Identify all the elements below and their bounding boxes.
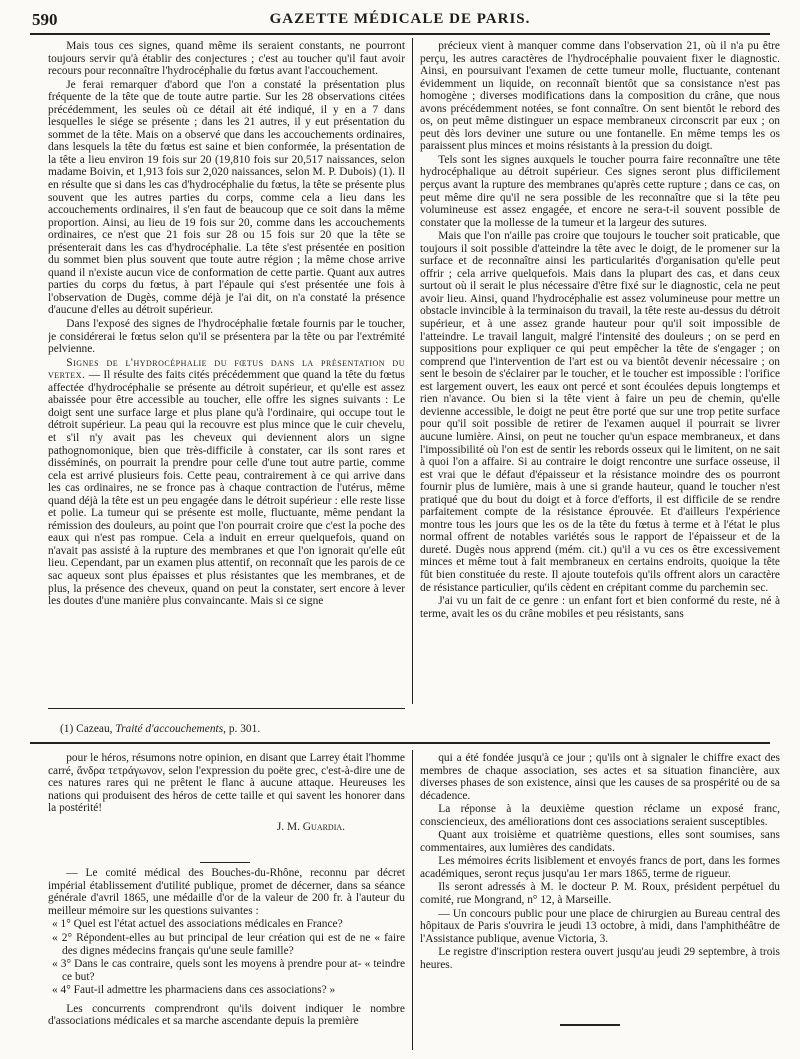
paragraph: Ils seront adressés à M. le docteur P. M. Roux, président perpétuel du comité, rue Mongrand, n° 12, à Marseille. (420, 881, 780, 907)
paragraph: Les mémoires écrits lisiblement et envoyés francs de port, dans les formes académiques, seront reçus jusqu'au 1er mars 1865, terme de rigueur. (420, 855, 780, 880)
paragraph: Mais que l'on n'aille pas croire que toujours le toucher soit praticable, que toujours il soit possible d'atteindre la tête avec le doigt, de le promener sur la surface et de reconnaître ainsi les particularités d'organisation qu'elle peut offrir ; cela arrive quelquefois. Mais dans la plupart des cas, et dans ceux surtout où il serait le plus nécessaire d'être fixé sur le diagnostic, cela ne peut avoir lieu. Ainsi, quand l'hydrocéphalie est assez volumineuse pour mettre un obstacle invincible à la terminaison du travail, la tête reste au-dessus du détroit supérieur, et à une assez grande hauteur pour qu'il soit impossible de l'atteindre. Le travail languit, malgré l'intensité des douleurs ; on se perd en suppositions pour expliquer ce qui peut empêcher la tête de s'engager ; on comprend que l'intervention de l'art est ou va bientôt devenir nécessaire ; on sent le besoin de s'éclairer par le toucher, et le toucher est impossible : l'orifice est largement ouvert, les eaux ont percé et sont écoulées depuis longtemps et rien n'avance. Ou bien si la tête vient à faire un peu de chemin, qu'elle devienne accessible, le doigt ne peut être porté que sur une trop petite surface pour qu'il soit possible de retirer de l'examen auquel il pourrait se livrer aucune lumière. Ainsi, on peut ne toucher qu'un espace membraneux, et dans l'impossibilité où l'on est de sentir les rebords osseux qui le limitent, on ne sait à quoi l'on a affaire. Si au contraire le doigt rencontre une surface osseuse, il est vrai que le défaut d'épaisseur et la résistance moindre des os pourront fournir plus de lumière, mais à une si grande hauteur, quand le toucher n'est pratiqué que du bout du doigt et à force d'efforts, il est difficile de se rendre parfaitement compte de la résistance éprouvée. Et d'ailleurs l'expérience montre tous les jours que les os de la tête du fœtus à terme et à l'état le plus normal offrent de notables variétés sous le rapport de l'épaisseur et de la dureté. Dugès nous apprend (mém. cit.) qu'il a vu ces os être excessivement minces et même tout à fait membraneux en certains endroits, quoique la tête fût bien constituée du reste. Il ajoute toutefois qu'ils offrent alors un caractère de résistance particulier, qu'ils cèdent en crépitant comme du parchemin sec. (420, 230, 780, 594)
section-separator (30, 742, 770, 744)
section-heading: Signes de l'hydrocéphalie du fœtus dans la présentation du vertex. (48, 356, 405, 382)
upper-left-column (48, 40, 405, 700)
paragraph: — Le comité médical des Bouches-du-Rhône, reconnu par décret impérial établissement d'utilité publique, promet de décerner, dans sa séance générale d'avril 1865, une médaille d'or de la valeur de 200 fr. à l'auteur du meilleur mémoire sur les questions suivantes : (48, 867, 405, 917)
page-number: 590 (32, 10, 58, 29)
paragraph-text: — Il résulte des faits cités précédemment que quand la tête du fœtus affectée d'hydrocéphalie se présente au détroit supérieur, et qu'elle est assez abaissée pour être accessible au toucher, elle offre les signes suivants : Le doigt sent une surface large et plus plane qu'à l'ordinaire, qui occupe tout le détroit supérieur. La peau qui la recouvre est plus mince que le cuir chevelu, et s'il n'y avait pas les cheveux qui deviennent alors un signe pathognomonique, bien que très-difficile à constater, car ils sont rares et disséminés, on pourrait la prendre pour celle d'une tout autre partie, comme cela est arrivé plusieurs fois. Cette peau, contrairement à ce qui arrive dans les cas ordinaires, ne se fronce pas à chaque contraction de l'utérus, même quand déjà la tête est un peu engagée dans le détroit supérieur : elle reste lisse et polie. La tumeur qui se présente est molle, fluctuante, même pendant la rémission des douleurs, au point que l'on pourrait croire que c'est la poche des eaux qui n'est pas rompue. Cela a induit en erreur quelquefois, quand on n'avait pas assisté à la rupture des membranes et que l'on ignorait qu'elle eût lieu. Cependant, par un examen plus attentif, on reconnaît que les parois de ce sac aqueux sont plus épaisses et plus résistantes que les membranes, et de plus, la présence des cheveux, quand on peut la constater, sert encore à lever les doutes d'une manière plus convaincante. Mais si ce signe (48, 369, 405, 608)
lower-right-column (420, 752, 780, 1017)
paragraph: Les concurrents comprendront qu'ils doivent indiquer le nombre d'associations médicales et sa marche ascendante depuis la première (48, 1002, 405, 1028)
footnote (60, 723, 260, 735)
paragraph: Tels sont les signes auxquels le toucher pourra faire reconnaître une tête hydrocéphalique au détroit supérieur. Ces signes seront plus difficilement perçus avant la rupture des membranes qu'après cette rupture ; dans ce cas, on peut même dire qu'il ne sera possible de les reconnaître que si la tête peu volumineuse est assez engagée, et encore ne sera-t-il souvent possible de constater que la mollesse de la tumeur et la largeur des sutures. (420, 153, 780, 229)
footnote-marker: (1) Cazeau, (60, 723, 113, 735)
question-item: « 3° Dans le cas contraire, quels sont les moyens à prendre pour at- « teindre ce but? (52, 958, 405, 983)
question-item: « 1° Quel est l'état actuel des associations médicales en France? (52, 918, 343, 931)
footnote-page: , p. 301. (223, 723, 261, 735)
paragraph: pour le héros, résumons notre opinion, en disant que Larrey était l'homme carré, ἄνδρα τετράγωνον, selon l'expression du poëte grec, c'est-à-dire une de ces natures rares qui ne prêtent le flanc à aucune attaque. Heureuses les nations qui produisent des héros de cette taille et qui savent les honorer dans la postérité! (48, 752, 405, 815)
question-item: « 4° Faut-il admettre les pharmaciens dans ces associations? » (52, 984, 336, 997)
page-end-rule (560, 1024, 620, 1026)
paragraph: précieux vient à manquer comme dans l'observation 21, où il n'a pu être perçu, les autres caractères de l'hydrocéphalie pouvaient fixer le diagnostic. Ainsi, en poursuivant l'examen de cette tumeur molle, fluctuante, contenant évidemment un liquide, on reconnaît bientôt que sa consistance n'est pas homogène ; diverses modifications dans la composition du crâne, que nous avons précédemment notées, se font connaître. On sent bientôt le rebord des os, on peut même distinguer un espace membraneux circonscrit par eux ; on peut dès lors deviner une suture ou une fontanelle. En même temps les os paraissent plus minces et moins résistants à la pression du doigt. (420, 40, 780, 153)
lower-left-column (48, 752, 405, 1052)
header-rule (30, 33, 770, 35)
paragraph: Je ferai remarquer d'abord que l'on a constaté la présentation plus fréquente de la tête que de toute autre partie. Sur les 28 observations citées précédemment, les seules où ce détail ait été indiqué, il y en a 7 dans lesquelles le siége se présente ; dans les 21 autres, il y eut présentation du sommet de la tête. Mais on a observé que dans les accouchements ordinaires, dans lesquels la tête du fœtus est saine et bien conformée, la présentation de la tête a lieu environ 19 fois sur 20 (19,810 fois sur 20,517 naissances, selon madame Boivin, et 1,913 fois sur 2,020 naissances, selon M. P. Dubois) (1). Il en résulte que si dans les cas d'hydrocéphalie du fœtus, la tête se présente plus souvent que les autres parties du corps, comme cela a lieu dans les accouchements ordinaires, il s'en faut de beaucoup que ce soit dans la même proportion. Ainsi, au lieu de 19 fois sur 20, comme dans les accouchements ordinaires, ce n'est que 21 fois sur 28 ou 15 fois sur 20 que la tête se présenterait dans les cas d'hydrocéphalie. La tête s'est présentée en position du sommet bien plus souvent que toute autre région ; la même chose arrive quand il n'existe aucun vice de conformation de cette partie. Quant aux autres parties du corps du fœtus, à part l'épaule qui s'est présentée une fois à l'observation de Dugès, comme déjà je l'ai dit, on n'a constaté la présence d'aucune d'elles au détroit supérieur. (48, 78, 405, 317)
paragraph (48, 357, 405, 608)
article-end-rule (200, 862, 250, 863)
footnote-rule (48, 708, 405, 709)
signature: J. M. Guardia. (276, 820, 345, 833)
paragraph: qui a été fondée jusqu'à ce jour ; qu'ils ont à signaler le chiffre exact des membres de chaque association, ses actes et sa situation financière, aux diverses phases de son existence, ainsi que les causes de sa prospérité ou de sa décadence. (420, 752, 780, 802)
paragraph: Le registre d'inscription restera ouvert jusqu'au jeudi 29 septembre, à trois heures. (420, 946, 780, 971)
paragraph: La réponse à la deuxième question réclame un exposé franc, consciencieux, des améliorations dont ces associations seraient susceptibles. (420, 803, 780, 828)
footnote-title: Traité d'accouchements (115, 723, 224, 735)
paragraph: J'ai vu un fait de ce genre : un enfant fort et bien conformé du reste, né à terme, avait les os du crâne mobiles et peu résistants, sans (420, 595, 780, 620)
paragraph: Quant aux troisième et quatrième questions, elles sont soumises, sans commentaires, aux lumières des candidats. (420, 829, 780, 854)
column-divider (412, 38, 413, 704)
paragraph: Dans l'exposé des signes de l'hydrocéphalie fœtale fournis par le toucher, je considérerai le fœtus selon qu'il se présentera par la tête ou par l'extrémité pelvienne. (48, 318, 405, 356)
question-item: « 2° Répondent-elles au but principal de leur création qui est de ne « faire des dignes médecins français qu'une seule famille? (52, 932, 405, 957)
paragraph: — Un concours public pour une place de chirurgien au Bureau central des hôpitaux de Paris s'ouvrira le jeudi 13 octobre, à midi, dans l'amphithéâtre de l'Assistance publique, avenue Victoria, 3. (420, 907, 780, 945)
lower-column-divider (412, 750, 413, 1050)
journal-title: GAZETTE MÉDICALE DE PARIS. (269, 11, 531, 27)
upper-right-column (420, 40, 780, 740)
paragraph: Mais tous ces signes, quand même ils seraient constants, ne pourront toujours servir qu'à établir des conjectures ; c'est au toucher qu'il faut avoir recours pour reconnaître l'hydrocéphalie du fœtus avant l'accouchement. (48, 40, 405, 78)
